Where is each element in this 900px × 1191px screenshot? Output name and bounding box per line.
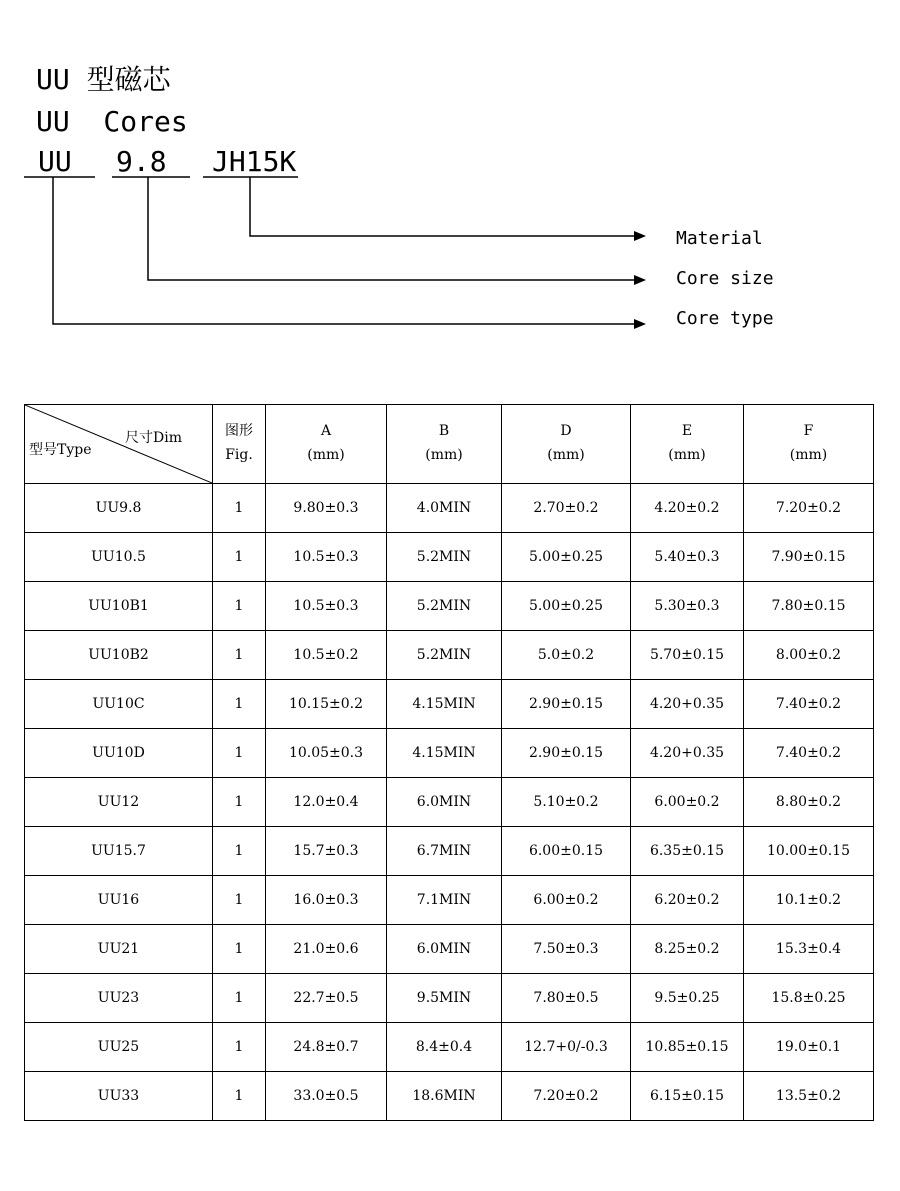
cell-fig: 1 bbox=[213, 827, 266, 876]
cell-b: 5.2MIN bbox=[387, 631, 502, 680]
col-header-fig: 图形 Fig. bbox=[213, 405, 266, 484]
cell-type: UU10D bbox=[25, 729, 213, 778]
table-row bbox=[25, 680, 874, 729]
cell-d: 6.00±0.15 bbox=[502, 827, 631, 876]
cell-e: 6.35±0.15 bbox=[631, 827, 744, 876]
cell-type: UU33 bbox=[25, 1072, 213, 1121]
cell-fig: 1 bbox=[213, 680, 266, 729]
cell-fig: 1 bbox=[213, 876, 266, 925]
cell-d: 5.00±0.25 bbox=[502, 582, 631, 631]
cell-fig: 1 bbox=[213, 778, 266, 827]
cell-f: 15.8±0.25 bbox=[744, 974, 874, 1023]
cell-f: 8.00±0.2 bbox=[744, 631, 874, 680]
code-type-part: UU bbox=[38, 145, 72, 178]
dimension-table bbox=[24, 404, 874, 1121]
corner-header bbox=[25, 405, 213, 484]
cell-d: 2.70±0.2 bbox=[502, 484, 631, 533]
cell-fig: 1 bbox=[213, 1072, 266, 1121]
cell-type: UU9.8 bbox=[25, 484, 213, 533]
cell-f: 8.80±0.2 bbox=[744, 778, 874, 827]
cell-a: 10.5±0.3 bbox=[266, 533, 387, 582]
cell-d: 5.10±0.2 bbox=[502, 778, 631, 827]
cell-d: 2.90±0.15 bbox=[502, 680, 631, 729]
cell-fig: 1 bbox=[213, 1023, 266, 1072]
cell-type: UU10B1 bbox=[25, 582, 213, 631]
cell-f: 19.0±0.1 bbox=[744, 1023, 874, 1072]
cell-b: 18.6MIN bbox=[387, 1072, 502, 1121]
cell-fig: 1 bbox=[213, 729, 266, 778]
cell-a: 10.15±0.2 bbox=[266, 680, 387, 729]
cell-f: 10.1±0.2 bbox=[744, 876, 874, 925]
table-row bbox=[25, 533, 874, 582]
leader-size bbox=[148, 177, 634, 280]
cell-f: 13.5±0.2 bbox=[744, 1072, 874, 1121]
col-header-a: A (mm) bbox=[266, 405, 387, 484]
cell-e: 5.40±0.3 bbox=[631, 533, 744, 582]
title-english: UU Cores bbox=[36, 105, 188, 138]
cell-d: 7.50±0.3 bbox=[502, 925, 631, 974]
cell-e: 4.20±0.2 bbox=[631, 484, 744, 533]
cell-fig: 1 bbox=[213, 533, 266, 582]
cell-e: 6.00±0.2 bbox=[631, 778, 744, 827]
cell-d: 7.20±0.2 bbox=[502, 1072, 631, 1121]
table-row bbox=[25, 1072, 874, 1121]
col-header-f: F (mm) bbox=[744, 405, 874, 484]
cell-type: UU10C bbox=[25, 680, 213, 729]
table-row bbox=[25, 631, 874, 680]
cell-b: 4.15MIN bbox=[387, 680, 502, 729]
col-header-d: D (mm) bbox=[502, 405, 631, 484]
cell-e: 8.25±0.2 bbox=[631, 925, 744, 974]
col-header-b: B (mm) bbox=[387, 405, 502, 484]
cell-e: 6.20±0.2 bbox=[631, 876, 744, 925]
arrow-type-icon bbox=[634, 319, 646, 329]
cell-d: 5.00±0.25 bbox=[502, 533, 631, 582]
part-number-diagram bbox=[0, 0, 900, 400]
table-row bbox=[25, 778, 874, 827]
cell-a: 22.7±0.5 bbox=[266, 974, 387, 1023]
cell-type: UU23 bbox=[25, 974, 213, 1023]
cell-b: 7.1MIN bbox=[387, 876, 502, 925]
cell-a: 24.8±0.7 bbox=[266, 1023, 387, 1072]
cell-b: 8.4±0.4 bbox=[387, 1023, 502, 1072]
cell-f: 7.90±0.15 bbox=[744, 533, 874, 582]
table-row bbox=[25, 729, 874, 778]
cell-e: 6.15±0.15 bbox=[631, 1072, 744, 1121]
arrow-material-icon bbox=[634, 231, 646, 241]
cell-type: UU25 bbox=[25, 1023, 213, 1072]
cell-fig: 1 bbox=[213, 484, 266, 533]
cell-type: UU16 bbox=[25, 876, 213, 925]
cell-e: 9.5±0.25 bbox=[631, 974, 744, 1023]
leader-material bbox=[250, 177, 634, 236]
cell-e: 4.20+0.35 bbox=[631, 729, 744, 778]
cell-b: 5.2MIN bbox=[387, 582, 502, 631]
cell-e: 10.85±0.15 bbox=[631, 1023, 744, 1072]
table-header-row bbox=[25, 405, 874, 484]
cell-b: 6.7MIN bbox=[387, 827, 502, 876]
cell-a: 10.05±0.3 bbox=[266, 729, 387, 778]
legend-core-size: Core size bbox=[676, 268, 774, 289]
cell-type: UU21 bbox=[25, 925, 213, 974]
cell-b: 4.15MIN bbox=[387, 729, 502, 778]
cell-a: 21.0±0.6 bbox=[266, 925, 387, 974]
cell-d: 12.7+0/-0.3 bbox=[502, 1023, 631, 1072]
arrow-size-icon bbox=[634, 275, 646, 285]
cell-a: 10.5±0.2 bbox=[266, 631, 387, 680]
cell-a: 9.80±0.3 bbox=[266, 484, 387, 533]
table-row bbox=[25, 1023, 874, 1072]
corner-dim-label: 尺寸Dim bbox=[125, 430, 182, 446]
title-chinese: UU 型磁芯 bbox=[36, 63, 171, 96]
cell-e: 5.30±0.3 bbox=[631, 582, 744, 631]
cell-fig: 1 bbox=[213, 631, 266, 680]
cell-b: 9.5MIN bbox=[387, 974, 502, 1023]
code-size-part: 9.8 bbox=[116, 145, 167, 178]
cell-b: 4.0MIN bbox=[387, 484, 502, 533]
cell-b: 6.0MIN bbox=[387, 925, 502, 974]
cell-f: 7.40±0.2 bbox=[744, 680, 874, 729]
code-material-part: JH15K bbox=[212, 145, 297, 178]
legend-core-type: Core type bbox=[676, 308, 774, 329]
col-header-e: E (mm) bbox=[631, 405, 744, 484]
table-row bbox=[25, 925, 874, 974]
cell-fig: 1 bbox=[213, 582, 266, 631]
cell-b: 5.2MIN bbox=[387, 533, 502, 582]
table-row bbox=[25, 974, 874, 1023]
cell-b: 6.0MIN bbox=[387, 778, 502, 827]
cell-type: UU15.7 bbox=[25, 827, 213, 876]
cell-f: 7.40±0.2 bbox=[744, 729, 874, 778]
corner-type-label: 型号Type bbox=[29, 442, 92, 459]
table-row bbox=[25, 876, 874, 925]
cell-d: 7.80±0.5 bbox=[502, 974, 631, 1023]
legend-material: Material bbox=[676, 228, 763, 249]
cell-type: UU10B2 bbox=[25, 631, 213, 680]
cell-f: 7.80±0.15 bbox=[744, 582, 874, 631]
table-row bbox=[25, 484, 874, 533]
cell-d: 6.00±0.2 bbox=[502, 876, 631, 925]
cell-type: UU12 bbox=[25, 778, 213, 827]
table-row bbox=[25, 827, 874, 876]
cell-a: 15.7±0.3 bbox=[266, 827, 387, 876]
cell-d: 2.90±0.15 bbox=[502, 729, 631, 778]
cell-a: 12.0±0.4 bbox=[266, 778, 387, 827]
cell-f: 15.3±0.4 bbox=[744, 925, 874, 974]
table-row bbox=[25, 582, 874, 631]
cell-fig: 1 bbox=[213, 974, 266, 1023]
cell-e: 5.70±0.15 bbox=[631, 631, 744, 680]
leader-type bbox=[53, 177, 634, 324]
cell-a: 10.5±0.3 bbox=[266, 582, 387, 631]
cell-f: 7.20±0.2 bbox=[744, 484, 874, 533]
cell-fig: 1 bbox=[213, 925, 266, 974]
cell-e: 4.20+0.35 bbox=[631, 680, 744, 729]
cell-d: 5.0±0.2 bbox=[502, 631, 631, 680]
cell-a: 33.0±0.5 bbox=[266, 1072, 387, 1121]
cell-f: 10.00±0.15 bbox=[744, 827, 874, 876]
cell-type: UU10.5 bbox=[25, 533, 213, 582]
cell-a: 16.0±0.3 bbox=[266, 876, 387, 925]
